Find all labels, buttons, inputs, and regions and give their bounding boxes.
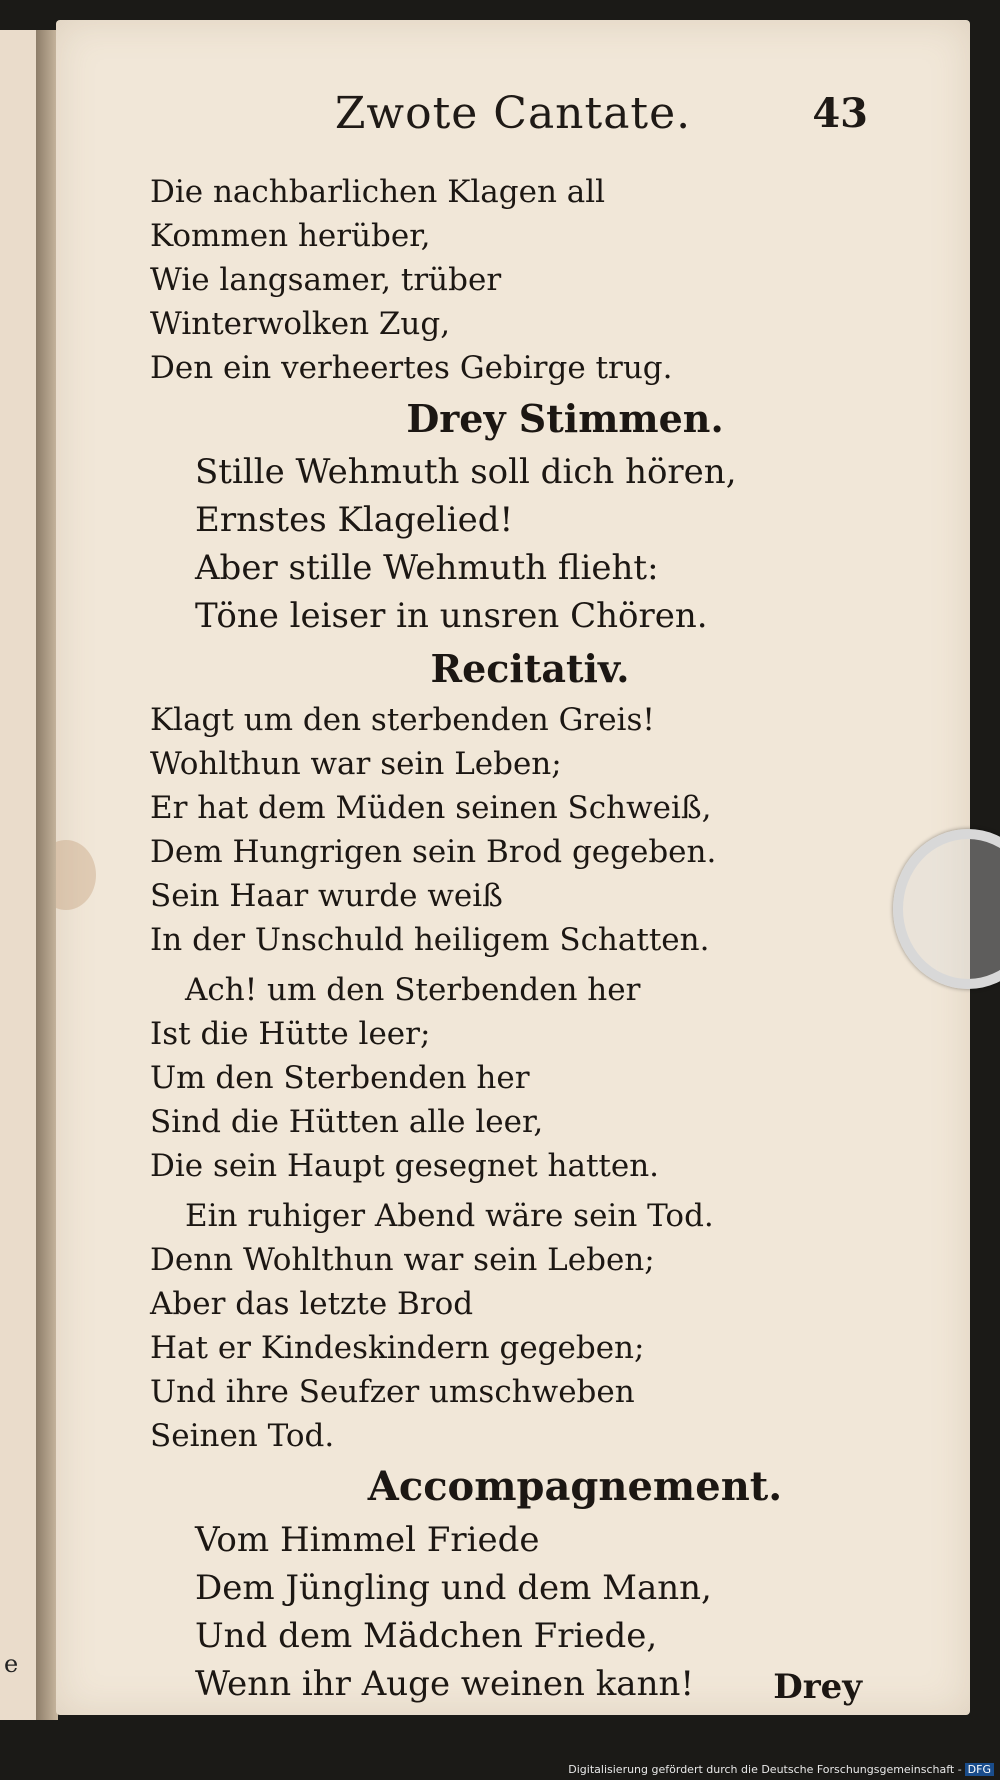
facing-page-letter: e: [4, 1650, 19, 1678]
section-heading: Accompagnement.: [367, 1463, 783, 1510]
verse-line: Die sein Haupt gesegnet hatten.: [150, 1148, 660, 1184]
verse-line: Ernstes Klagelied!: [195, 500, 514, 540]
verse-line: Aber das letzte Brod: [150, 1286, 474, 1322]
verse-line: Vom Himmel Friede: [195, 1520, 540, 1560]
dfg-logo: DFG: [965, 1763, 994, 1776]
verse-line: In der Unschuld heiligem Schatten.: [150, 922, 710, 958]
verse-line: Den ein verheertes Gebirge trug.: [150, 350, 673, 386]
book-gutter: [36, 30, 58, 1720]
digitization-credit: [568, 1763, 994, 1776]
page-number: 43: [812, 90, 868, 137]
verse-line: Er hat dem Müden seinen Schweiß,: [150, 790, 712, 826]
verse-line: Und dem Mädchen Friede,: [195, 1616, 658, 1656]
book-page: [56, 20, 970, 1715]
verse-line: Dem Hungrigen sein Brod gegeben.: [150, 834, 717, 870]
facing-page-edge: [0, 30, 38, 1720]
verse-line: Und ihre Seufzer umschweben: [150, 1374, 635, 1410]
verse-line: Wenn ihr Auge weinen kann!: [195, 1664, 695, 1704]
verse-line: Stille Wehmuth soll dich hören,: [195, 452, 737, 492]
verse-line: Hat er Kindeskindern gegeben;: [150, 1330, 645, 1366]
verse-line: Dem Jüngling und dem Mann,: [195, 1568, 712, 1608]
verse-line: Winterwolken Zug,: [150, 306, 451, 342]
verse-line: Denn Wohlthun war sein Leben;: [150, 1242, 655, 1278]
verse-line: Ein ruhiger Abend wäre sein Tod.: [185, 1198, 714, 1234]
verse-line: Sind die Hütten alle leer,: [150, 1104, 544, 1140]
verse-line: Aber stille Wehmuth flieht:: [195, 548, 659, 588]
verse-line: Seinen Tod.: [150, 1418, 335, 1454]
verse-line: Die nachbarlichen Klagen all: [150, 174, 606, 210]
verse-line: Klagt um den sterbenden Greis!: [150, 702, 655, 738]
verse-line: Sein Haar wurde weiß: [150, 878, 503, 914]
verse-line: Ist die Hütte leer;: [150, 1016, 431, 1052]
section-heading: Drey Stimmen.: [406, 396, 724, 441]
section-heading: Recitativ.: [430, 646, 630, 691]
verse-line: Wohlthun war sein Leben;: [150, 746, 562, 782]
verse-line: Töne leiser in unsren Chören.: [195, 596, 708, 636]
credit-text: Digitalisierung gefördert durch die Deutsche Forschungsgemeinschaft -: [568, 1763, 962, 1776]
verse-line: Ach! um den Sterbenden her: [185, 972, 641, 1008]
catchword: Drey: [773, 1667, 862, 1707]
poem-text: [150, 170, 910, 1708]
verse-line: Um den Sterbenden her: [150, 1060, 530, 1096]
running-title: Zwote Cantate.: [334, 88, 692, 139]
verse-line: Wie langsamer, trüber: [150, 262, 502, 298]
paper-stain: [56, 840, 96, 910]
verse-line: Kommen herüber,: [150, 218, 431, 254]
